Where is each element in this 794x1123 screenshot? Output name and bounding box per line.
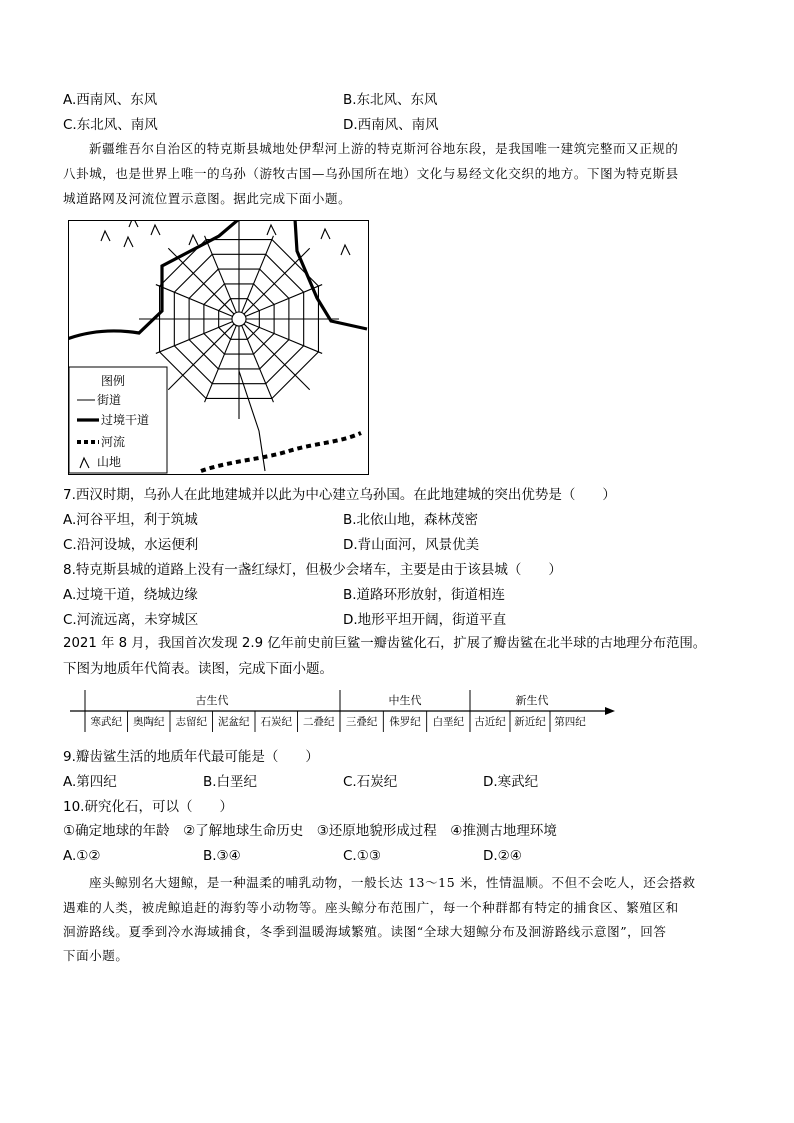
q7-stem: 7.西汉时期，乌孙人在此地建城并以此为中心建立乌孙国。在此地建城的突出优势是（ ） — [63, 487, 616, 503]
q10-option-c[interactable]: C.①③ — [343, 848, 381, 864]
q7-option-b[interactable]: B.北依山地，森林茂密 — [343, 512, 479, 528]
period-label: 古近纪 — [474, 716, 506, 728]
q9-option-d[interactable]: D.寒武纪 — [483, 774, 539, 790]
passage-fossil-line-1: 2021 年 8 月，我国首次发现 2.9 亿年前史前巨鲨一瓣齿鲨化石，扩展了瓣齿鲨在北半球的古地理分布范围。 — [63, 636, 707, 651]
era-label: 中生代 — [388, 694, 422, 707]
mountain-icon — [75, 453, 97, 471]
q7-option-c[interactable]: C.沿河设城，水运便利 — [63, 537, 199, 553]
legend-label-river: 河流 — [101, 435, 126, 449]
legend-label-through-road: 过境干道 — [101, 413, 150, 427]
center-ring — [232, 312, 246, 326]
q8-option-b[interactable]: B.道路环形放射，街道相连 — [343, 587, 506, 603]
q8-stem: 8.特克斯县城的道路上没有一盏红绿灯，但极少会堵车，主要是由于该县城（ ） — [63, 562, 562, 578]
period-label: 白垩纪 — [432, 716, 465, 728]
legend-item-river — [75, 433, 165, 451]
q7-options-row-2 — [63, 534, 743, 556]
q9-option-a[interactable]: A.第四纪 — [63, 774, 117, 790]
legend-label-street: 街道 — [97, 393, 122, 407]
q7-options-row-1 — [63, 509, 743, 531]
passage-whale-line-3: 洄游路线。夏季到冷水海域捕食，冬季到温暖海域繁殖。读图“全球大翅鲸分布及洄游路线示意图”，回答 — [63, 924, 667, 939]
era-label: 古生代 — [195, 694, 229, 707]
q10-options-row — [63, 845, 743, 867]
era-label: 新生代 — [515, 694, 549, 707]
mountain-icon — [101, 221, 350, 255]
q8-options-row-1 — [63, 584, 743, 606]
river-line-icon — [75, 433, 99, 451]
legend-item-mountain — [75, 453, 165, 471]
q9-option-b[interactable]: B.白垩纪 — [203, 774, 258, 790]
q6-option-c[interactable]: C.东北风、南风 — [63, 117, 158, 133]
passage-fossil-line-2: 下图为地质年代简表。读图，完成下面小题。 — [63, 661, 333, 677]
passage-whale-line-2: 遇难的人类，被虎鲸追赶的海豹等小动物等。座头鲸分布范围广，每一个种群都有特定的捕食区、繁殖区和 — [63, 900, 679, 915]
through-road — [69, 221, 239, 339]
q6-option-b[interactable]: B.东北风、东风 — [343, 92, 438, 108]
q9-stem: 9.瓣齿鲨生活的地质年代最可能是（ ） — [63, 749, 319, 765]
q10-stem: 10.研究化石，可以（ ） — [63, 799, 233, 815]
street-line-icon — [75, 391, 97, 409]
q8-options-row-2 — [63, 609, 743, 631]
tekes-road-map — [68, 220, 369, 475]
period-label: 寒武纪 — [90, 716, 122, 728]
q10-option-a[interactable]: A.①② — [63, 848, 101, 864]
period-label: 奥陶纪 — [133, 716, 165, 728]
period-label: 志留纪 — [175, 716, 207, 728]
period-label: 新近纪 — [514, 716, 546, 728]
passage-tekes-line-2: 八卦城，也是世界上唯一的乌孙（游牧古国—乌孙国所在地）文化与易经文化交织的地方。下图为特克斯县 — [63, 166, 679, 181]
through-road-line-icon — [75, 411, 99, 429]
passage-whale-line-1: 座头鲸别名大翅鲸，是一种温柔的哺乳动物，一般长达 13～15 米，性情温顺。不但不会吃人，还会搭救 — [89, 875, 696, 890]
q8-option-d[interactable]: D.地形平坦开阔，街道平直 — [343, 612, 507, 628]
legend-item-through-road — [75, 411, 165, 429]
period-label: 侏罗纪 — [389, 716, 421, 728]
radial-street — [244, 324, 310, 390]
q10-statements: ①确定地球的年龄 ②了解地球生命历史 ③还原地貌形成过程 ④推测古地理环境 — [63, 823, 557, 839]
period-label: 二叠纪 — [303, 716, 335, 728]
q6-option-d[interactable]: D.西南风、南风 — [343, 117, 439, 133]
geologic-time-table — [70, 690, 615, 732]
radial-street — [168, 324, 234, 390]
river — [201, 433, 361, 471]
q6-option-a[interactable]: A.西南风、东风 — [63, 92, 158, 108]
through-road-east — [295, 221, 367, 329]
legend-item-street — [75, 391, 165, 409]
q8-option-c[interactable]: C.河流远离，未穿城区 — [63, 612, 199, 628]
legend-label-mountain: 山地 — [97, 455, 122, 469]
legend-title: 图例 — [101, 374, 126, 388]
q9-options-row — [63, 771, 743, 793]
q10-option-b[interactable]: B.③④ — [203, 848, 241, 864]
q7-option-d[interactable]: D.背山面河，风景优美 — [343, 537, 480, 553]
period-label: 第四纪 — [554, 716, 586, 728]
period-label: 三叠纪 — [345, 716, 378, 728]
q9-option-c[interactable]: C.石炭纪 — [343, 774, 398, 790]
q10-option-d[interactable]: D.②④ — [483, 848, 522, 864]
period-label: 泥盆纪 — [218, 716, 250, 728]
passage-tekes-line-3: 城道路网及河流位置示意图。据此完成下面小题。 — [63, 191, 352, 206]
q6-options-row-1 — [63, 89, 743, 111]
q7-option-a[interactable]: A.河谷平坦，利于筑城 — [63, 512, 198, 528]
passage-whale-line-4: 下面小题。 — [63, 948, 129, 963]
q8-option-a[interactable]: A.过境干道，绕城边缘 — [63, 587, 198, 603]
passage-tekes-line-1: 新疆维吾尔自治区的特克斯县城地处伊犁河上游的特克斯河谷地东段，是我国唯一建筑完整而又正规的 — [89, 141, 679, 156]
period-label: 石炭纪 — [260, 716, 292, 728]
q6-options-row-2 — [63, 114, 743, 136]
south-road — [239, 371, 265, 471]
